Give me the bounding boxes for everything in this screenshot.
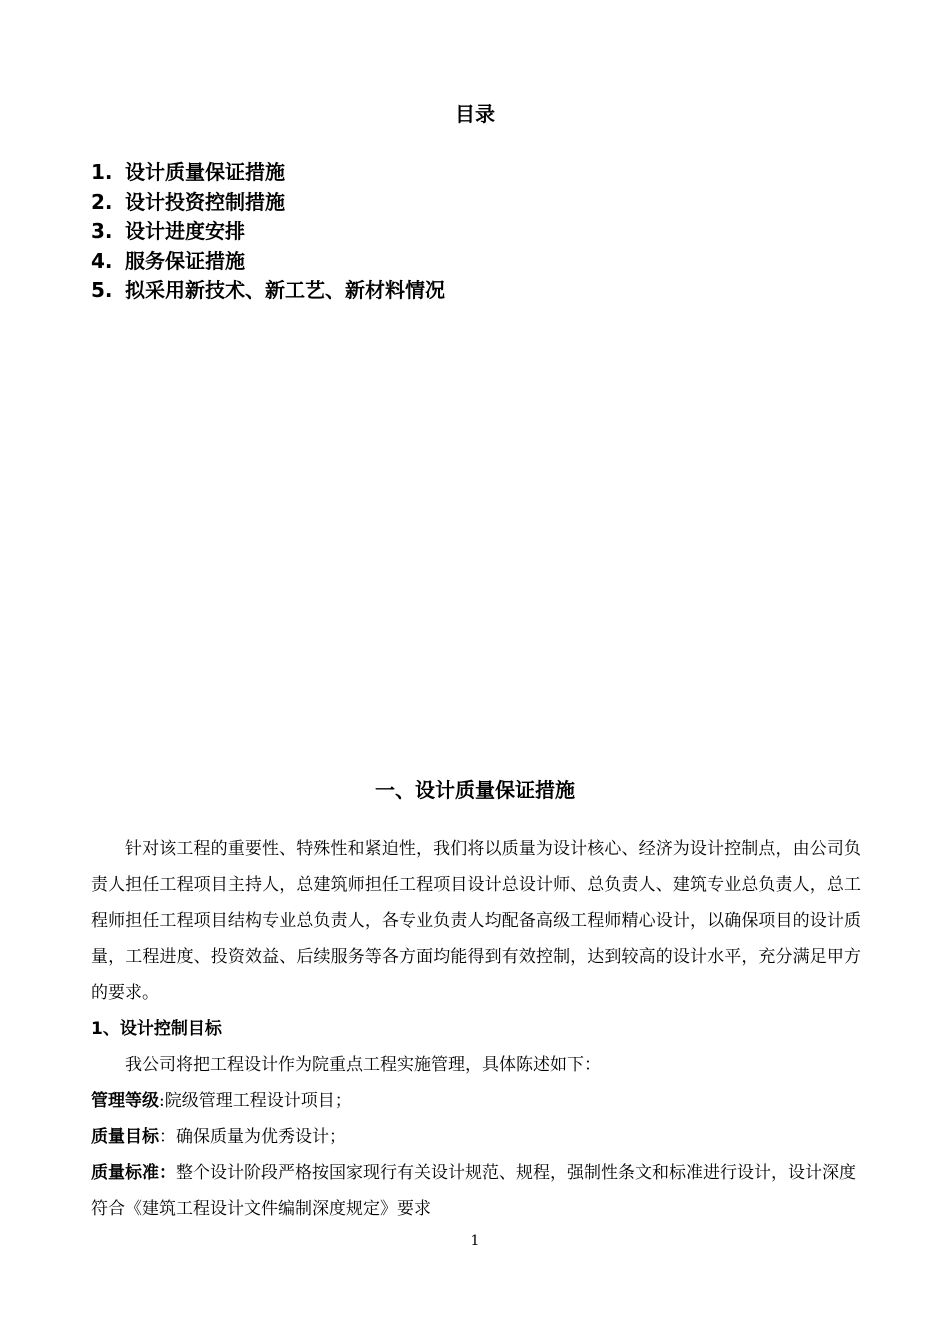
toc-item-label: 设计投资控制措施 [125, 189, 285, 214]
item-label: 管理等级 [91, 1091, 159, 1111]
toc-title: 目录 [455, 102, 495, 126]
toc-item-number: 4. [91, 248, 113, 273]
item-text: 整个设计阶段严格按国家现行有关设计规范、规程，强制性条文和标准进行设计，设计深度符合《建筑工程设计文件编制深度规定》要求 [91, 1163, 856, 1219]
toc-item[interactable] [91, 276, 445, 306]
toc-item-label: 服务保证措施 [125, 248, 245, 273]
item-separator: ： [159, 1127, 176, 1147]
section-body [91, 831, 861, 1227]
toc-item-number: 1. [91, 160, 113, 184]
statement-paragraph: 我公司将把工程设计作为院重点工程实施管理，具体陈述如下： [125, 1055, 601, 1075]
item-text: 确保质量为优秀设计； [176, 1127, 346, 1147]
toc-item-label: 设计质量保证措施 [125, 160, 285, 184]
toc-item-number: 5. [91, 278, 113, 302]
toc-item-label: 设计进度安排 [125, 219, 245, 243]
item-separator: : [159, 1091, 165, 1111]
page-number: 1 [470, 1233, 480, 1249]
toc-item-number: 2. [91, 189, 113, 214]
item-label: 质量标准 [91, 1163, 159, 1183]
toc-item-number: 3. [91, 219, 113, 243]
toc-item-label: 拟采用新技术、新工艺、新材料情况 [125, 278, 445, 302]
toc-item[interactable] [91, 217, 445, 247]
management-level-line [91, 1083, 861, 1119]
item-text: 院级管理工程设计项目； [164, 1091, 352, 1111]
item-label: 质量目标 [91, 1127, 159, 1147]
intro-paragraph: 针对该工程的重要性、特殊性和紧迫性，我们将以质量为设计核心、经济为设计控制点，由公司负责人担任工程项目主持人，总建筑师担任工程项目设计总设计师、总负责人、建筑专业总负责人，总工程师担任工程项目结构专业总负责人，各专业负责人均配备高级工程师精心设计，以确保项目的设计质量，工程进度、投资效益、后续服务等各方面均能得到有效控制，达到较高的设计水平，充分满足甲方的要求。 [91, 839, 861, 1003]
item-separator: ： [159, 1163, 176, 1183]
toc-item[interactable] [91, 158, 445, 188]
subheading: 1、设计控制目标 [91, 1019, 222, 1039]
toc-list [91, 158, 445, 306]
toc-item[interactable] [91, 188, 445, 218]
toc-item[interactable] [91, 247, 445, 277]
section-title: 一、设计质量保证措施 [375, 778, 575, 802]
quality-standard-line [91, 1155, 861, 1227]
quality-target-line [91, 1119, 861, 1155]
